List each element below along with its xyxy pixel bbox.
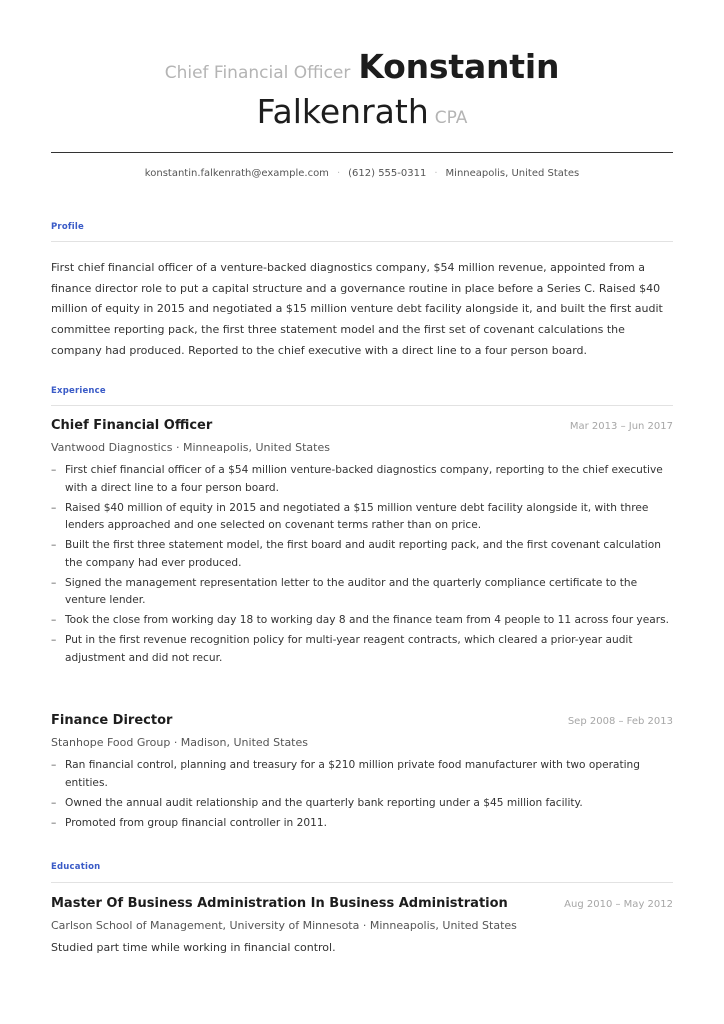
job-title: Chief Financial Officer	[51, 418, 213, 433]
header-suffix: CPA	[434, 108, 468, 128]
degree-dates: Aug 2010 – May 2012	[564, 899, 673, 910]
contact-separator: ·	[434, 168, 438, 179]
job-bullet: – First chief financial officer of a $54 million venture-backed diagnostics company, reporting to the chief executive with a direct line to a four person board.	[51, 462, 673, 497]
contact-line	[51, 168, 673, 179]
contact-email[interactable]: konstantin.falkenrath@example.com	[144, 168, 329, 179]
job-title: Finance Director	[51, 713, 173, 728]
job-bullet: – Took the close from working day 18 to working day 8 and the finance team from 4 people to 11 across four years.	[51, 612, 673, 630]
experience-entry	[51, 713, 673, 835]
school-name: Carlson School of Management, University of Minnesota · Minneapolis, United States	[51, 919, 517, 932]
resume-header	[51, 0, 673, 138]
job-bullet: – Put in the first revenue recognition policy for multi-year reagent contracts, which cleared a prior-year audit adjustment and did not recur.	[51, 632, 673, 667]
job-org: Stanhope Food Group · Madison, United States	[51, 736, 308, 749]
profile-text: First chief financial officer of a venture-backed diagnostics company, $54 million revenue, appointed from a finance director role to put a capital structure and a governance routine in place before a Series C. Raised $40 million of equity in 2015 and negotiated a $15 million venture debt facility alongside it, and built the first audit committee reporting pack, the first three statement model and the first set of covenant calculations the company had produced. Reported to the chief executive with a direct line to a four person board.	[51, 261, 663, 357]
section-title-experience: Experience	[51, 386, 106, 396]
job-bullet: – Owned the annual audit relationship and the quarterly bank reporting under a $45 million facility.	[51, 795, 673, 813]
contact-separator: ·	[336, 168, 341, 179]
job-bullets	[51, 462, 673, 667]
degree-title: Master Of Business Administration In Business Administration	[51, 896, 508, 911]
section-divider	[51, 882, 673, 883]
resume-page	[51, 0, 673, 954]
job-bullet: – Raised $40 million of equity in 2015 and negotiated a $15 million venture debt facility alongside it, with three lenders approached and one selected on covenant terms rather than on price.	[51, 500, 673, 535]
job-bullet: – Ran financial control, planning and treasury for a $210 million private food manufacturer with two operating entities.	[51, 757, 673, 792]
section-divider	[51, 405, 673, 406]
job-bullet: – Promoted from group financial controller in 2011.	[51, 815, 673, 833]
section-title-education: Education	[51, 862, 101, 872]
contact-location: Minneapolis, United States	[445, 168, 580, 179]
header-divider	[51, 152, 673, 153]
job-bullet: – Signed the management representation letter to the auditor and the quarterly compliance certificate to the venture lender.	[51, 575, 673, 610]
job-bullet: – Built the first three statement model, the first board and audit reporting pack, and the first covenant calculation the company had ever produced.	[51, 537, 673, 572]
job-dates: Sep 2008 – Feb 2013	[567, 716, 673, 727]
section-title-profile: Profile	[51, 222, 84, 232]
education-note: Studied part time while working in financial control.	[51, 941, 336, 954]
header-role: Chief Financial Officer	[164, 63, 351, 83]
job-bullets	[51, 757, 673, 832]
job-dates: Mar 2013 – Jun 2017	[569, 421, 673, 432]
header-last-name: Falkenrath	[256, 92, 429, 131]
education-entry	[51, 896, 673, 954]
header-first-name: Konstantin	[358, 47, 560, 86]
section-divider	[51, 241, 673, 242]
job-org: Vantwood Diagnostics · Minneapolis, United States	[51, 441, 330, 454]
contact-phone[interactable]: (612) 555-0311	[348, 168, 427, 179]
experience-entry	[51, 418, 673, 670]
